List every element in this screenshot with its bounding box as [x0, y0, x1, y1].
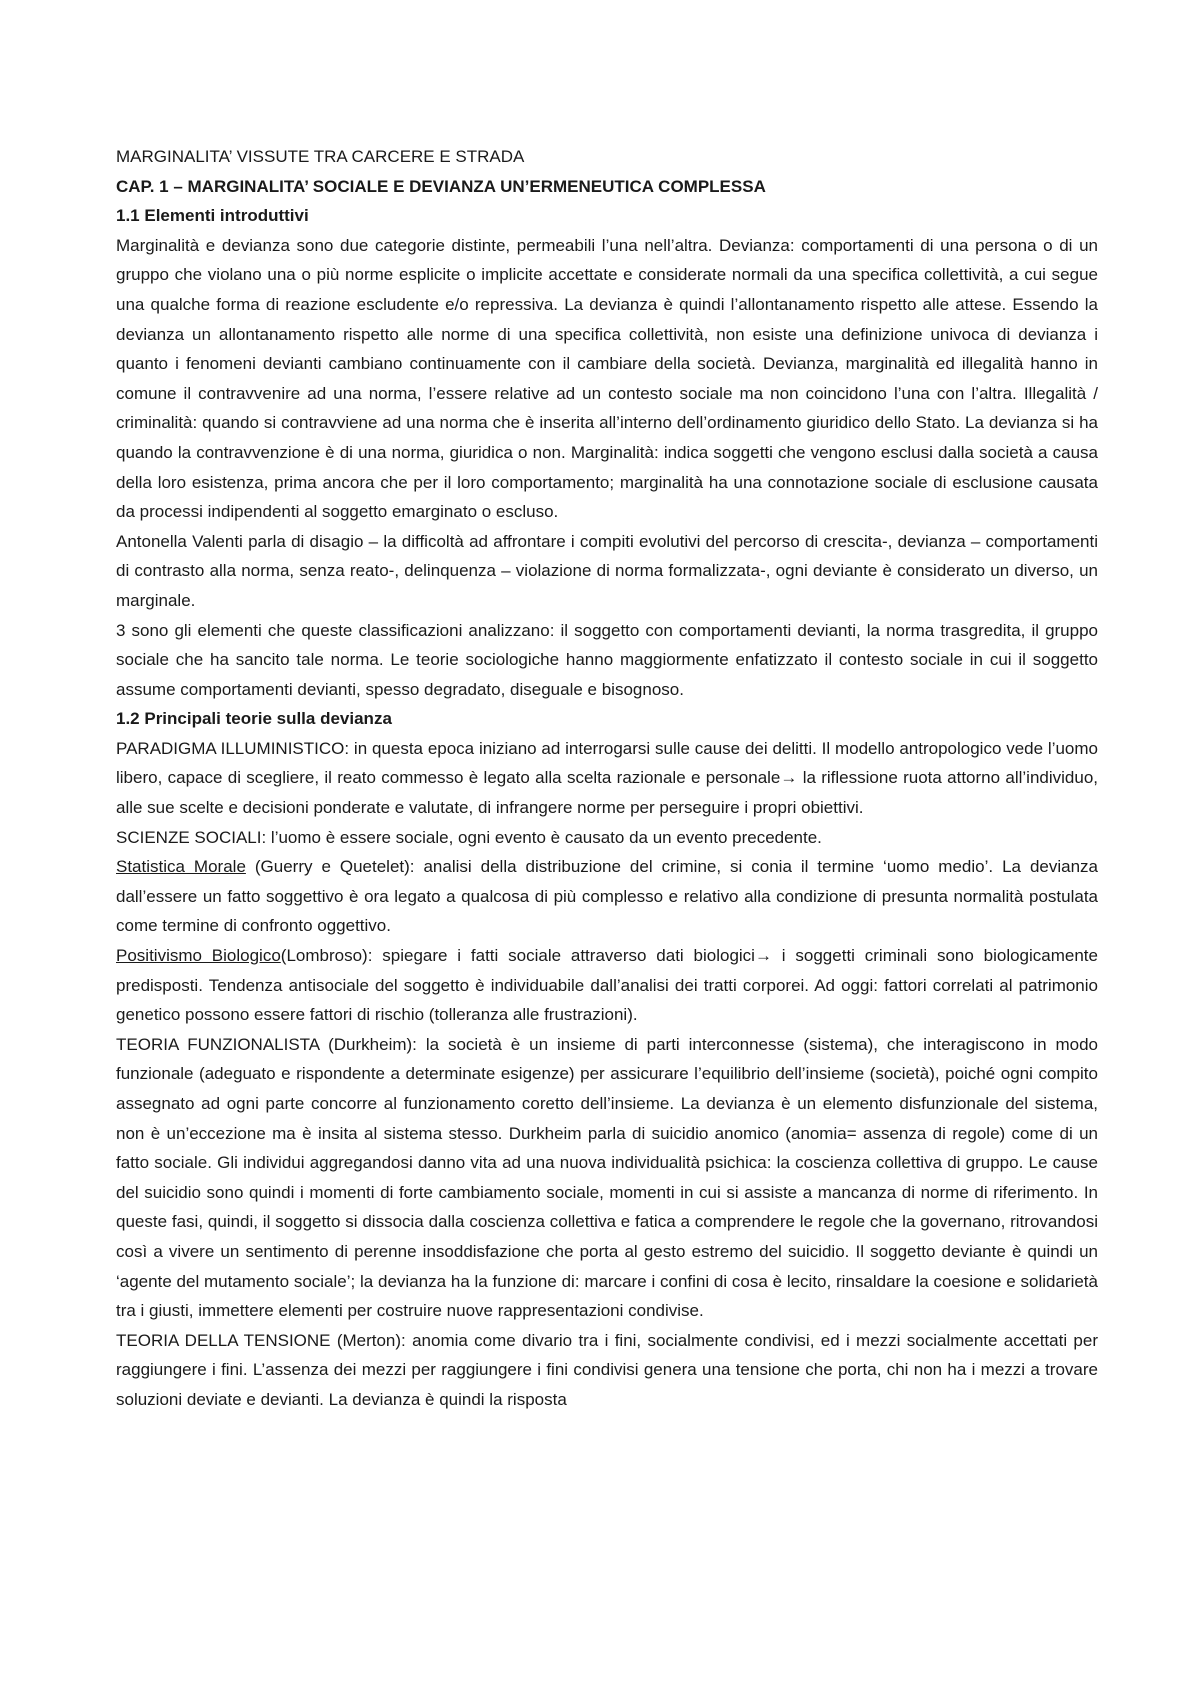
paragraph: Marginalità e devianza sono due categorie distinte, permeabili l’una nell’altra. Devianza: comportamenti di una persona o di un gruppo che violano una o più norme esplicite o implicite accettate e considerate normali da una specifica collettività, a cui segue una qualche forma di reazione escludente e/o repressiva. La devianza è quindi l’allontanamento rispetto alle attese. Essendo la devianza un allontanamento rispetto alle norme di una specifica collettività, non esiste una definizione univoca di devianza i quanto i fenomeni devianti cambiano continuamente con il cambiare della società. Devianza, marginalità ed illegalità hanno in comune il contravvenire ad una norma, l’essere relative ad un contesto sociale ma non coincidono l’una con l’altra. Illegalità / criminalità: quando si contravviene ad una norma che è inserita all’interno dell’ordinamento giuridico dello Stato. La devianza si ha quando la contravvenzione è di una norma, giuridica o non. Marginalità: indica soggetti che vengono esclusi dalla società a causa della loro esistenza, prima ancora che per il loro comportamento; marginalità ha una connotazione sociale di esclusione causata da processi indipendenti al soggetto emarginato o escluso. — [116, 235, 1098, 522]
paragraph — [116, 852, 1098, 941]
paragraph: PARADIGMA ILLUMINISTICO: in questa epoca iniziano ad interrogarsi sulle cause dei delitti. Il modello antropologico vede l’uomo libero, capace di scegliere, il reato commesso è legato alla scelta razionale e personale→ la riflessione ruota attorno all’individuo, alle sue scelte e decisioni ponderate e valutate, di infrangere norme per perseguire i propri obiettivi. — [116, 738, 1098, 818]
paragraph — [116, 941, 1098, 1030]
paragraph: TEORIA DELLA TENSIONE (Merton): anomia come divario tra i fini, socialmente condivisi, ed i mezzi socialmente accettati per raggiungere i fini. L’assenza dei mezzi per raggiungere i fini condivisi genera una tensione che porta, chi non ha i mezzi a trovare soluzioni deviate e devianti. La devianza è quindi la risposta — [116, 1330, 1098, 1409]
paragraph: TEORIA FUNZIONALISTA (Durkheim): la società è un insieme di parti interconnesse (sistema), che interagiscono in modo funzionale (adeguato e rispondente a determinate esigenze) per assicurare l’equilibrio dell’insieme (società), poiché ogni compito assegnato ad ogni parte concorre al funzionamento coretto dell’insieme. La devianza è un elemento disfunzionale del sistema, non è un’eccezione ma è insita al sistema stesso. Durkheim parla di suicidio anomico (anomia= assenza di regole) come di un fatto sociale. Gli individui aggregandosi danno vita ad una nuova individualità psichica: la coscienza collettiva di gruppo. Le cause del suicidio sono quindi i momenti di forte cambiamento sociale, momenti in cui si assiste a mancanza di norme di riferimento. In queste fasi, quindi, il soggetto si dissocia dalla coscienza collettiva e fatica a comprendere le regole che la governano, ritrovandosi così a vivere un sentimento di perenne insoddisfazione che porta al gesto estremo del suicidio. Il soggetto deviante è quindi un ‘agente del mutamento sociale’; la devianza ha la funzione di: marcare i confini di cosa è lecito, rinsaldare la coesione e solidarietà tra i giusti, immettere elementi per costruire nuove rappresentazioni condivise. — [116, 1034, 1098, 1321]
paragraph-text: (Guerry e Quetelet): analisi della distribuzione del crimine, si conia il termine ‘uomo medio’. La devianza dall’essere un fatto soggettivo è ora legato a qualcosa di più complesso e relativo alla condizione di presunta normalità postulata come termine di confronto oggettivo. — [116, 857, 1098, 936]
underlined-term: Positivismo Biologico — [116, 946, 281, 966]
underlined-term: Statistica Morale — [116, 857, 246, 877]
paragraph: 3 sono gli elementi che queste classificazioni analizzano: il soggetto con comportamenti devianti, la norma trasgredita, il gruppo sociale che ha sancito tale norma. Le teorie sociologiche hanno maggiormente enfatizzato il contesto sociale in cui il soggetto assume comportamenti devianti, spesso degradato, diseguale e bisognoso. — [116, 620, 1098, 699]
paragraph-text: (Lombroso): spiegare i fatti sociale attraverso dati biologici→ i soggetti criminali sono biologicamente predisposti. Tendenza antisociale del soggetto è individuabile dall’analisi dei tratti corporei. Ad oggi: fattori correlati al patrimonio genetico possono essere fattori di rischio (tolleranza alle frustrazioni). — [116, 946, 1098, 1025]
document-title: MARGINALITA’ VISSUTE TRA CARCERE E STRADA — [116, 147, 525, 166]
section-heading-1-1: 1.1 Elementi introduttivi — [116, 206, 309, 226]
section-heading-1-2: 1.2 Principali teorie sulla devianza — [116, 709, 392, 729]
paragraph: SCIENZE SOCIALI: l’uomo è essere sociale, ogni evento è causato da un evento precedente. — [116, 827, 822, 847]
document-page — [116, 142, 1098, 1415]
paragraph: Antonella Valenti parla di disagio – la difficoltà ad affrontare i compiti evolutivi del percorso di crescita-, devianza – comportamenti di contrasto alla norma, senza reato-, delinquenza – violazione di norma formalizzata-, ogni deviante è considerato un diverso, un marginale. — [116, 531, 1098, 610]
chapter-heading: CAP. 1 – MARGINALITA’ SOCIALE E DEVIANZA UN’ERMENEUTICA COMPLESSA — [116, 176, 766, 196]
